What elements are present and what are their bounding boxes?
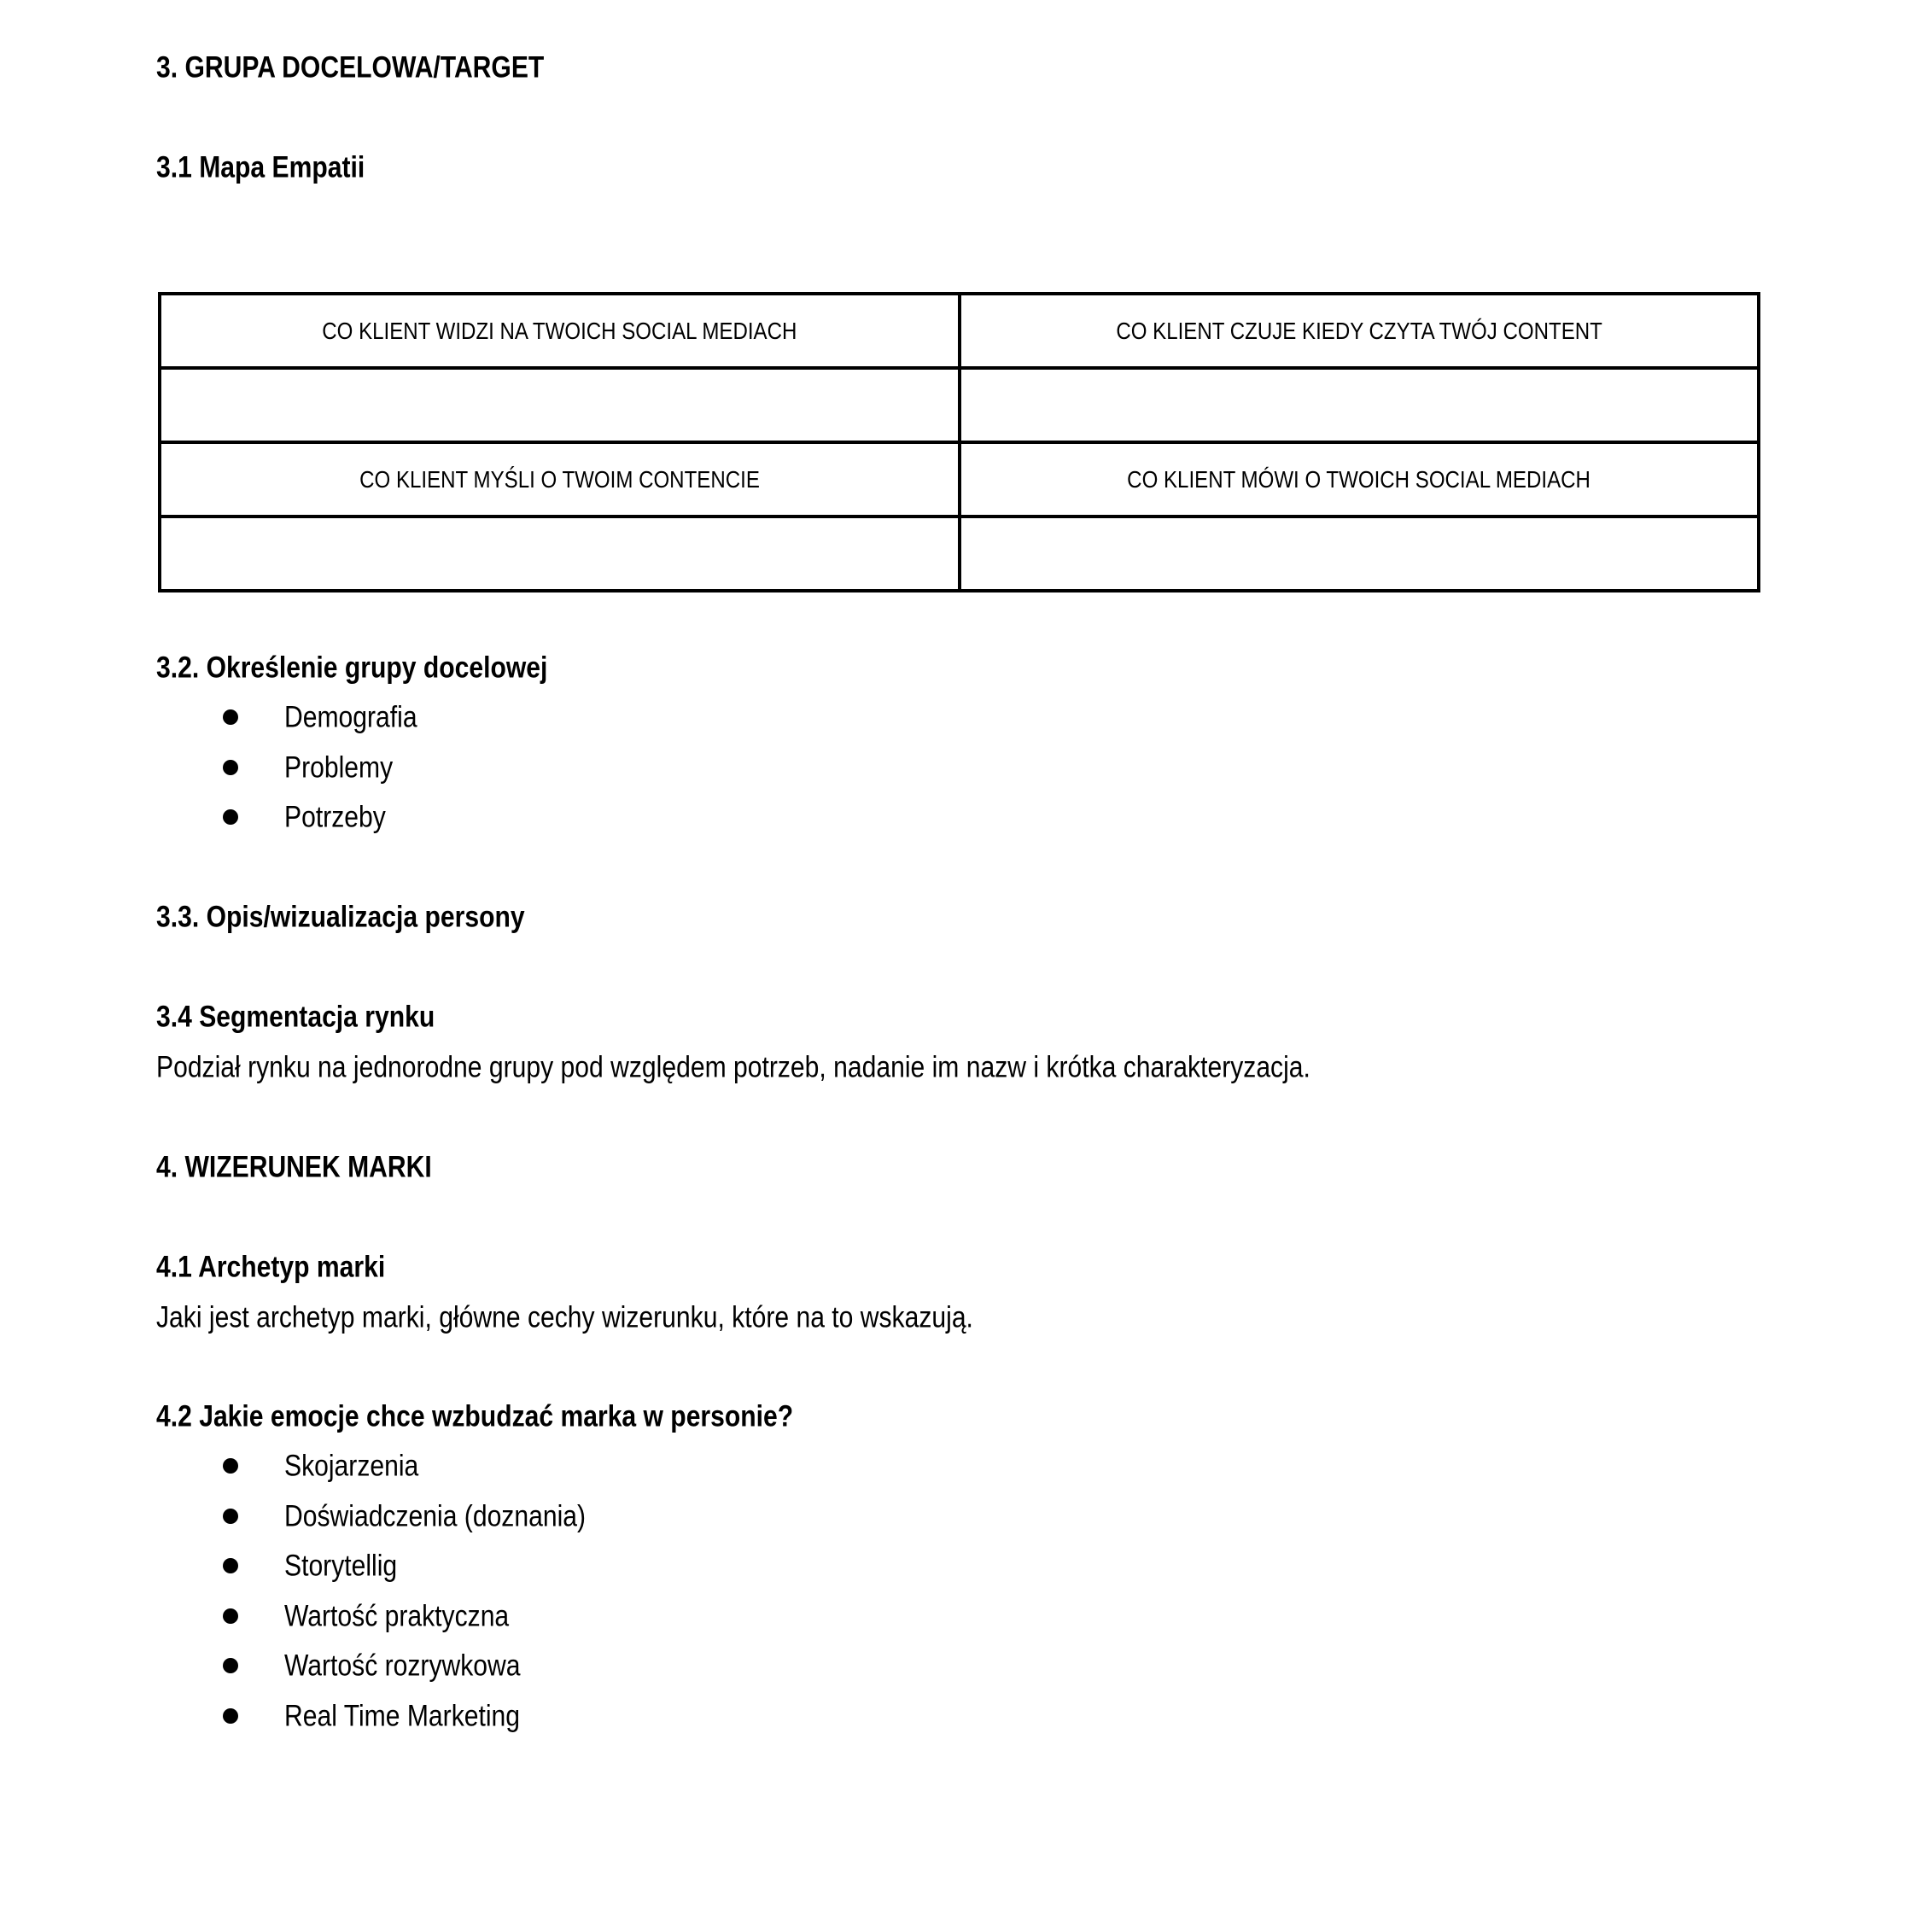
section-4-heading: 4. WIZERUNEK MARKI [156,1150,432,1184]
section-4-2-heading: 4.2 Jakie emocje chce wzbudzać marka w personie? [156,1399,794,1433]
empathy-cell-empty[interactable] [160,517,960,591]
list-item-text: Real Time Marketing [284,1699,521,1733]
bullet-icon [223,1558,238,1573]
empathy-cell-says: CO KLIENT MÓWI O TWOICH SOCIAL MEDIACH [960,442,1760,517]
empathy-cell-empty[interactable] [960,368,1760,442]
section-3-2-heading: 3.2. Określenie grupy docelowej [156,651,548,685]
section-3-heading: 3. GRUPA DOCELOWA/TARGET [156,50,545,85]
list-item-text: Wartość praktyczna [284,1599,510,1633]
bullet-icon [223,760,238,775]
bullet-icon [223,809,238,825]
list-item-text: Wartość rozrywkowa [284,1649,521,1683]
bullet-icon [223,1458,238,1474]
empathy-map-table [158,292,1760,592]
bullet-icon [223,1708,238,1724]
section-4-1-text: Jaki jest archetyp marki, główne cechy wizerunku, które na to wskazują. [156,1300,973,1334]
bullet-icon [223,1509,238,1524]
empathy-cell-thinks: CO KLIENT MYŚLI O TWOIM CONTENCIE [160,442,960,517]
empathy-cell-empty[interactable] [960,517,1760,591]
empathy-cell-empty[interactable] [160,368,960,442]
section-3-4-heading: 3.4 Segmentacja rynku [156,1000,435,1034]
empathy-cell-feels: CO KLIENT CZUJE KIEDY CZYTA TWÓJ CONTENT [960,294,1760,368]
list-item-text: Skojarzenia [284,1449,419,1483]
list-item-text: Doświadczenia (doznania) [284,1499,587,1533]
list-item-text: Storytellig [284,1549,398,1583]
section-4-1-heading: 4.1 Archetyp marki [156,1250,386,1284]
bullet-icon [223,709,238,725]
list-item-text: Problemy [284,750,394,785]
section-3-1-heading: 3.1 Mapa Empatii [156,150,365,184]
list-item-text: Potrzeby [284,800,386,834]
empathy-cell-sees: CO KLIENT WIDZI NA TWOICH SOCIAL MEDIACH [160,294,960,368]
section-3-4-text: Podział rynku na jednorodne grupy pod względem potrzeb, nadanie im nazw i krótka charakteryzacja. [156,1050,1310,1084]
bullet-icon [223,1608,238,1624]
bullet-icon [223,1658,238,1673]
section-3-3-heading: 3.3. Opis/wizualizacja persony [156,900,525,934]
list-item-text: Demografia [284,700,417,734]
